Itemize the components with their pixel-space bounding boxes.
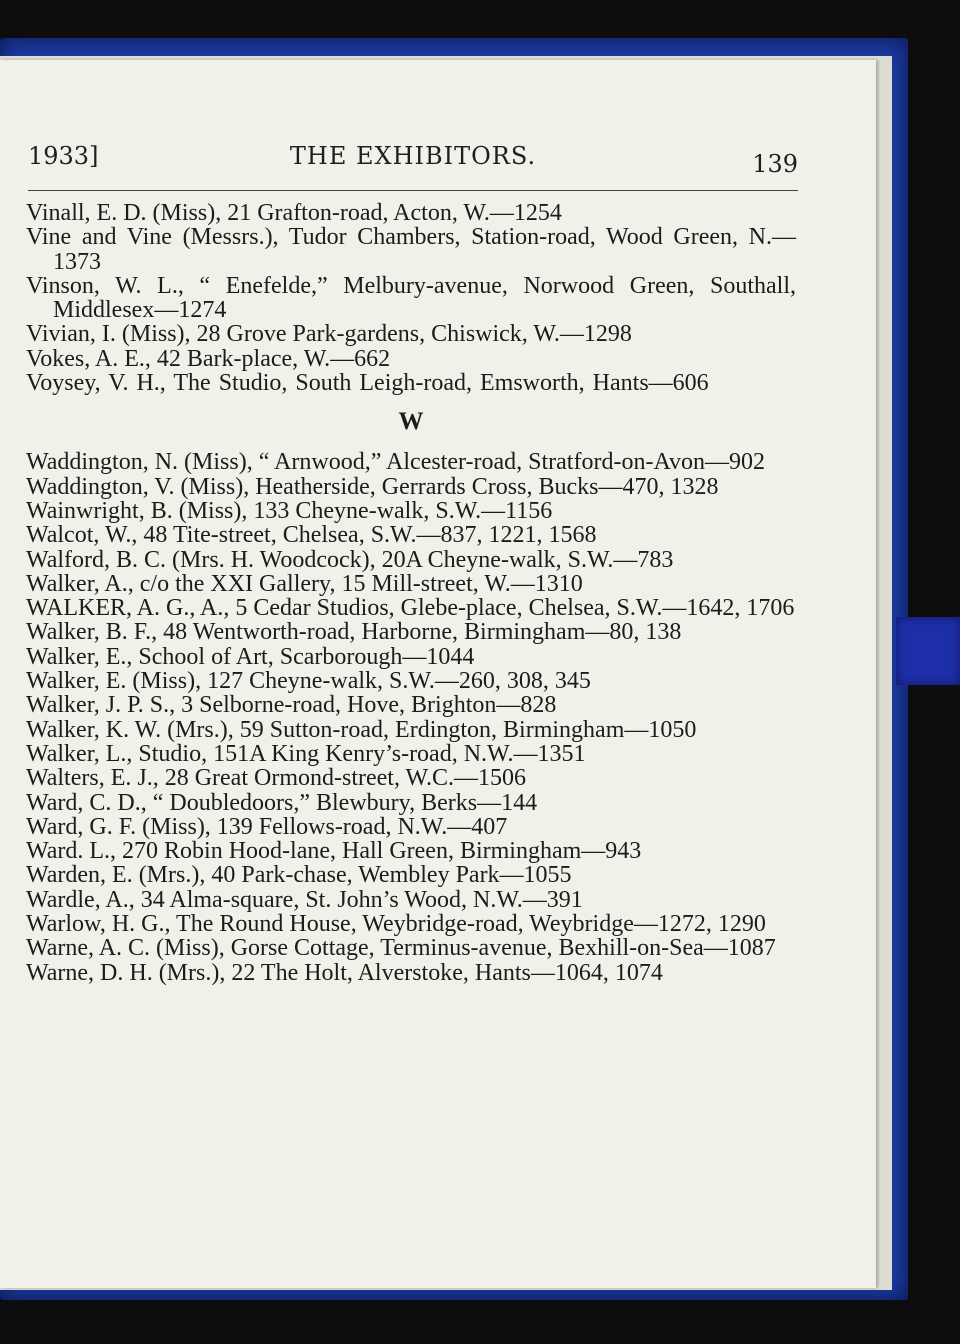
- section-letter: W: [398, 408, 424, 436]
- list-item: Voysey, V. H., The Studio, South Leigh-road, Emsworth, Hants—606: [26, 370, 709, 397]
- running-head: [28, 142, 798, 178]
- list-item: Waddington, N. (Miss), “ Arnwood,” Alcester-road, Stratford-on-Avon—902: [26, 449, 765, 476]
- list-item: Vine and Vine (Messrs.), Tudor Chambers, Station-road, Wood Green, N.—1373: [26, 224, 796, 275]
- page-number: 139: [752, 150, 798, 178]
- list-item: Warne, D. H. (Mrs.), 22 The Holt, Alverstoke, Hants—1064, 1074: [26, 959, 663, 986]
- list-item: Waddington, V. (Miss), Heatherside, Gerrards Cross, Bucks—470, 1328: [26, 473, 719, 500]
- list-item: Walker, K. W. (Mrs.), 59 Sutton-road, Erdington, Birmingham—1050: [26, 716, 697, 743]
- bookmark-ribbon: [896, 617, 960, 685]
- list-item: Walker, A., c/o the XXI Gallery, 15 Mill-street, W.—1310: [26, 570, 583, 597]
- list-item: Vivian, I. (Miss), 28 Grove Park-gardens, Chiswick, W.—1298: [26, 321, 632, 348]
- list-item: Ward, G. F. (Miss), 139 Fellows-road, N.W.—407: [26, 813, 508, 840]
- list-item: Vinall, E. D. (Miss), 21 Grafton-road, Acton, W.—1254: [26, 200, 562, 226]
- list-item: Walker, J. P. S., 3 Selborne-road, Hove, Brighton—828: [26, 692, 557, 719]
- list-item: Ward, C. D., “ Doubledoors,” Blewbury, Berks—144: [26, 789, 538, 816]
- header-rule: [28, 190, 798, 191]
- list-item: Warne, A. C. (Miss), Gorse Cottage, Terminus-avenue, Bexhill-on-Sea—1087: [26, 935, 776, 962]
- list-item: Walcot, W., 48 Tite-street, Chelsea, S.W.—837, 1221, 1568: [26, 522, 597, 549]
- list-item: Walker, E., School of Art, Scarborough—1044: [26, 643, 475, 670]
- list-item: Walker, B. F., 48 Wentworth-road, Harborne, Birmingham—80, 138: [26, 619, 682, 646]
- list-item: Vokes, A. E., 42 Bark-place, W.—662: [26, 345, 391, 372]
- list-item: Walters, E. J., 28 Great Ormond-street, W.C.—1506: [26, 765, 526, 792]
- header-title: THE EXHIBITORS.: [289, 142, 537, 170]
- exhibitor-list: [26, 201, 796, 985]
- list-item: Walker, E. (Miss), 127 Cheyne-walk, S.W.—260, 308, 345: [26, 668, 591, 695]
- list-item: Vinson, W. L., “ Enefelde,” Melbury-avenue, Norwood Green, Southall, Middlesex—1274: [26, 272, 796, 324]
- list-item: Warden, E. (Mrs.), 40 Park-chase, Wembley Park—1055: [26, 862, 572, 889]
- header-year: 1933]: [28, 142, 99, 170]
- list-item: Walker, L., Studio, 151A King Kenry’s-road, N.W.—1351: [26, 740, 586, 767]
- list-item: Ward. L., 270 Robin Hood-lane, Hall Green, Birmingham—943: [26, 838, 642, 865]
- list-item: Walford, B. C. (Mrs. H. Woodcock), 20A Cheyne-walk, S.W.—783: [26, 546, 674, 573]
- list-item: Wainwright, B. (Miss), 133 Cheyne-walk, S.W.—1156: [26, 497, 553, 524]
- list-item: WALKER, A. G., A., 5 Cedar Studios, Glebe-place, Chelsea, S.W.—1642, 1706: [26, 595, 795, 622]
- list-item: Warlow, H. G., The Round House, Weybridge-road, Weybridge—1272, 1290: [26, 911, 766, 938]
- list-item: Wardle, A., 34 Alma-square, St. John’s Wood, N.W.—391: [26, 886, 583, 913]
